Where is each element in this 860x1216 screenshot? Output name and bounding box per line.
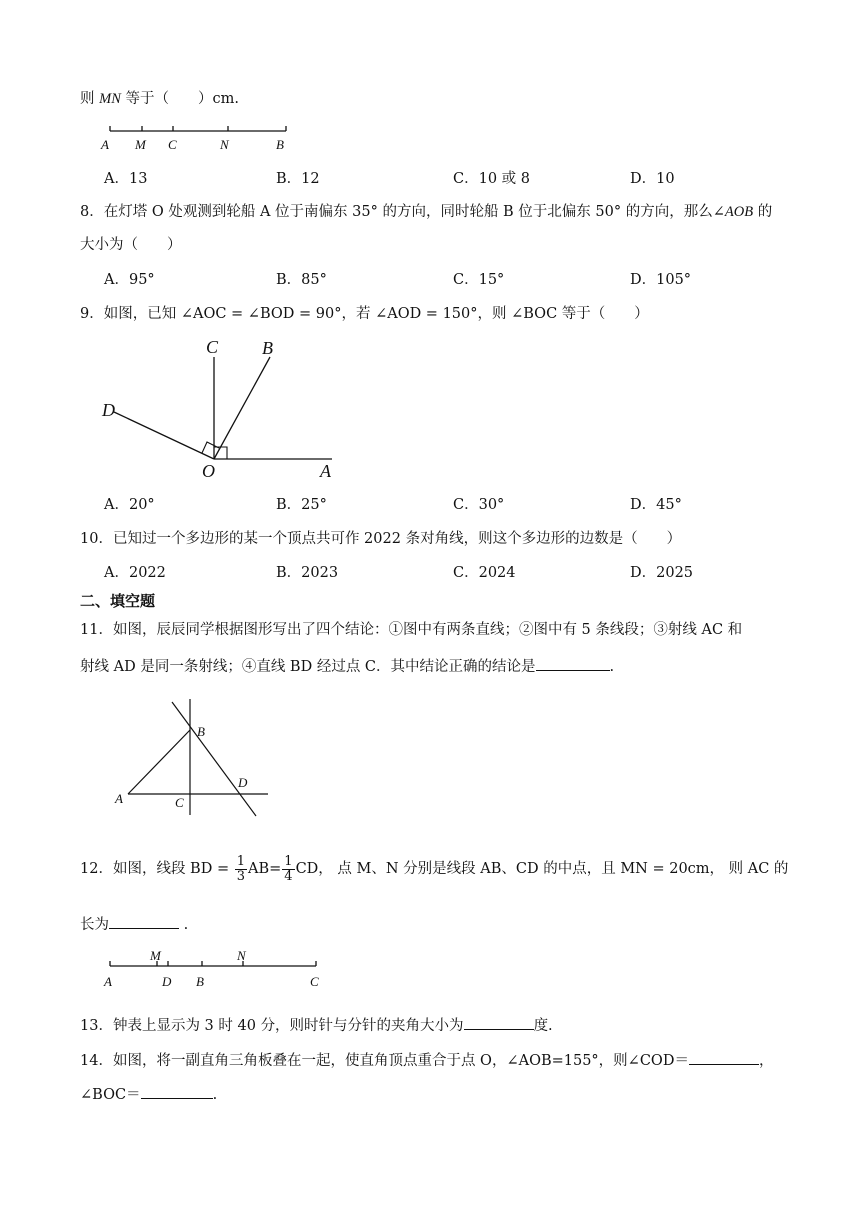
q10-option-a: A．2022	[104, 565, 166, 581]
q13-stem: 13．钟表上显示为 3 时 40 分，则时针与分针的夹角大小为 度.	[80, 1013, 553, 1036]
q9-label-b: B	[262, 338, 273, 358]
q11-stem-line1: 11．如图，辰辰同学根据图形写出了四个结论：①图中有两条直线；②图中有 5 条线段；③射线 AC 和	[80, 622, 743, 638]
q7-option-d: D．10	[630, 171, 675, 187]
q11-answer-blank[interactable]	[536, 654, 610, 671]
q9-angle-figure	[100, 335, 350, 485]
q14-answer-blank-cod[interactable]	[689, 1048, 759, 1065]
q13-answer-blank[interactable]	[464, 1013, 534, 1030]
q9-label-o: O	[202, 461, 215, 481]
q7-label-a: A	[101, 137, 109, 152]
q11-lines-figure	[110, 695, 280, 820]
q7-label-n: N	[220, 137, 229, 152]
q7-label-m: M	[135, 137, 146, 152]
q9-option-a: A．20°	[104, 497, 155, 513]
q8-option-c: C．15°	[453, 272, 505, 288]
q8-option-d: D．105°	[630, 272, 692, 288]
q11-label-d: D	[238, 775, 248, 790]
q9-option-d: D．45°	[630, 497, 682, 513]
q11-stem-line2: 射线 AD 是同一条射线；④直线 BD 经过点 C．其中结论正确的结论是 .	[80, 654, 614, 677]
q8-stem-line1: 8．在灯塔 O 处观测到轮船 A 位于南偏东 35° 的方向，同时轮船 B 位于北偏东 50° 的方向，那么∠AOB 的	[80, 204, 773, 220]
q7-stem: 则 MN 等于（ ）cm.	[80, 91, 239, 107]
q9-option-b: B．25°	[276, 497, 327, 513]
q11-label-a: A	[115, 791, 123, 806]
section-title-fill-in: 二、填空题	[80, 592, 156, 610]
q12-fraction-one-quarter: $\frac{1}{4}$	[284, 853, 293, 884]
q11-label-b: B	[197, 724, 205, 739]
q10-stem: 10．已知过一个多边形的某一个顶点共可作 2022 条对角线，则这个多边形的边数是（ ）	[80, 531, 682, 547]
q12-label-a: A	[104, 974, 112, 989]
q14-answer-blank-boc[interactable]	[141, 1082, 213, 1099]
q9-label-a: A	[320, 461, 331, 481]
q10-option-d: D．2025	[630, 565, 694, 581]
q10-option-b: B．2023	[276, 565, 339, 581]
q7-option-b: B．12	[276, 171, 320, 187]
q11-label-c: C	[175, 795, 184, 810]
q12-stem-line2: 长为 .	[80, 912, 188, 935]
q7-label-b: B	[276, 137, 284, 152]
q9-option-c: C．30°	[453, 497, 505, 513]
q10-option-c: C．2024	[453, 565, 516, 581]
q12-label-n: N	[237, 948, 246, 963]
q9-stem: 9．如图，已知 ∠AOC = ∠BOD = 90°，若 ∠AOD = 150°，则 ∠BOC 等于（ ）	[80, 306, 649, 322]
q12-stem-line1: 12．如图，线段 BD = $\frac{1}{3}$ AB= $\frac{1}{4}$ CD， 点 M、N 分别是线段 AB、CD 的中点，且 MN = 20cm， 则 AC 的	[80, 853, 789, 884]
q12-fraction-one-third: $\frac{1}{3}$	[236, 853, 245, 884]
q9-label-c: C	[206, 337, 219, 357]
q12-label-c: C	[310, 974, 319, 989]
q12-answer-blank[interactable]	[109, 912, 179, 929]
q12-label-b: B	[196, 974, 204, 989]
q9-label-d: D	[102, 400, 115, 420]
q12-segment-figure	[100, 946, 340, 994]
q12-label-d: D	[162, 974, 172, 989]
q7-segment-figure	[100, 120, 300, 155]
q14-stem-line2: ∠BOC＝ .	[80, 1082, 217, 1105]
q8-stem-line2: 大小为（ ）	[80, 237, 182, 253]
q8-option-b: B．85°	[276, 272, 327, 288]
q7-option-a: A．13	[104, 171, 148, 187]
q14-stem-line1: 14．如图，将一副直角三角板叠在一起，使直角顶点重合于点 O，∠AOB=155°，则∠COD＝ ，	[80, 1048, 773, 1071]
q7-option-c: C．10 或 8	[453, 171, 530, 187]
q8-option-a: A．95°	[104, 272, 155, 288]
q7-label-c: C	[168, 137, 177, 152]
q12-label-m: M	[150, 948, 161, 963]
